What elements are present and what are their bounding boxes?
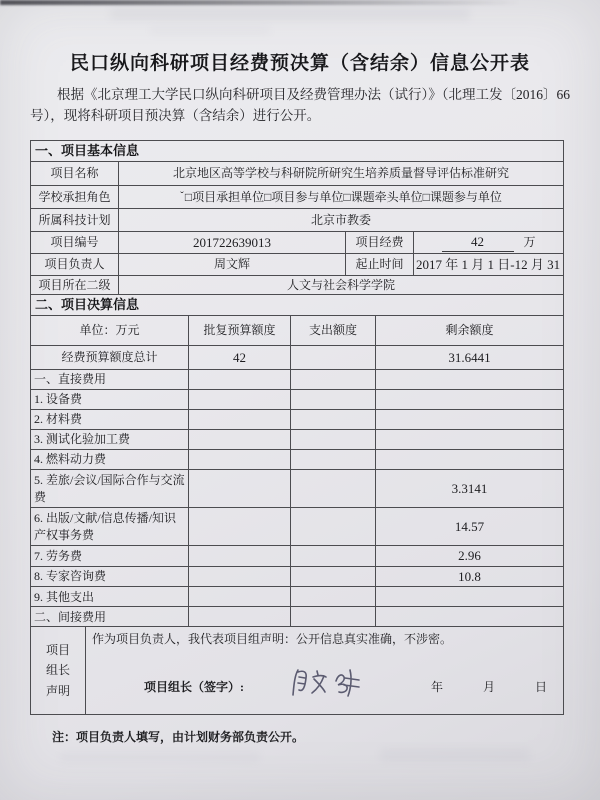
- remaining-value: 3.3141: [376, 470, 564, 508]
- date-day-label: 日: [534, 680, 547, 695]
- approved-value: [189, 566, 291, 587]
- section2-header: 二、项目决算信息: [31, 295, 564, 316]
- table-row: [31, 508, 564, 546]
- table-row: [31, 430, 564, 450]
- plan-value: 北京市教委: [119, 208, 564, 231]
- bleed-through-ghost: [110, 8, 470, 20]
- signature-row: [92, 663, 557, 695]
- approved-value: [189, 430, 291, 450]
- funds-amount: 42: [442, 233, 514, 252]
- section1-header: 一、项目基本信息: [31, 140, 564, 161]
- spent-value: [291, 607, 376, 627]
- approved-value: [189, 587, 291, 607]
- row-label: 二、间接费用: [31, 607, 189, 627]
- spent-value: [291, 370, 376, 390]
- role-options: □项目承担单位□项目参与单位□课题牵头单位□课题参与单位: [184, 189, 502, 204]
- college-label: 项目所在二级: [31, 275, 119, 294]
- remaining-value: 2.96: [376, 546, 564, 567]
- table-row: [31, 370, 564, 390]
- declaration-statement: 作为项目负责人，我代表项目组声明：公开信息真实准确，不涉密。: [92, 632, 453, 647]
- row-label: 2. 材料费: [31, 410, 189, 430]
- table-row: [31, 587, 564, 607]
- signature-handwriting: [286, 663, 370, 705]
- approved-value: [189, 410, 291, 430]
- sign-label: 项目组长（签字）:: [144, 680, 244, 695]
- bleed-through-ghost: [60, 752, 260, 762]
- duration-label: 起止时间: [346, 253, 414, 275]
- project-number-label: 项目编号: [31, 231, 119, 253]
- spent-value: [291, 390, 376, 410]
- table-row: [31, 566, 564, 587]
- declaration-label: 项目 组长 声明: [31, 627, 86, 715]
- budget-header-row: [31, 316, 564, 346]
- budget-table: [30, 294, 564, 627]
- funds-label: 项目经费: [346, 231, 414, 253]
- spent-value: [291, 410, 376, 430]
- leader-value: 周文辉: [119, 253, 346, 275]
- col-header-approved: 批复预算额度: [189, 316, 291, 346]
- approved-value: [189, 607, 291, 627]
- remaining-value: [376, 607, 564, 627]
- role-label: 学校承担角色: [31, 185, 119, 208]
- table-row: [31, 410, 564, 430]
- table-row: [31, 346, 564, 370]
- remaining-value: [376, 370, 564, 390]
- remaining-value: 14.57: [376, 508, 564, 546]
- row-label: 5. 差旅/会议/国际合作与交流费: [31, 470, 189, 508]
- spent-value: [291, 508, 376, 546]
- duration-value: 2017 年 1 月 1 日-12 月 31: [414, 253, 564, 275]
- intro-paragraph: 根据《北京理工大学民口纵向科研项目及经费管理办法（试行）》（北理工发〔2016〕66 号），现将科研项目预决算（含结余）进行公开。: [30, 87, 570, 123]
- spent-value: [291, 346, 376, 370]
- photo-top-edge: [0, 0, 520, 5]
- spent-value: [291, 546, 376, 567]
- row-label: 1. 设备费: [31, 390, 189, 410]
- declaration-content: [86, 627, 564, 715]
- project-number-value: 201722639013: [119, 231, 346, 253]
- approved-value: 42: [189, 346, 291, 370]
- row-label: 3. 测试化验加工费: [31, 430, 189, 450]
- approved-value: [189, 390, 291, 410]
- spent-value: [291, 470, 376, 508]
- col-header-remaining: 剩余额度: [376, 316, 564, 346]
- table-row: [31, 450, 564, 470]
- spent-value: [291, 566, 376, 587]
- funds-unit: 万: [523, 235, 536, 250]
- remaining-value: [376, 430, 564, 450]
- table-row: [31, 546, 564, 567]
- table-row: [31, 607, 564, 627]
- approved-value: [189, 450, 291, 470]
- bleed-through-ghost: [150, 26, 270, 35]
- date-month-label: 月: [482, 680, 495, 695]
- table-row: [31, 390, 564, 410]
- college-value: 人文与社会科学学院: [119, 275, 564, 294]
- bleed-through-ghost: [380, 748, 530, 762]
- approved-value: [189, 508, 291, 546]
- remaining-value: [376, 450, 564, 470]
- row-label: 一、直接费用: [31, 370, 189, 390]
- project-name-label: 项目名称: [31, 161, 119, 185]
- approved-value: [189, 370, 291, 390]
- row-label: 7. 劳务费: [31, 546, 189, 567]
- footnote: 注：项目负责人填写，由计划财务部负责公开。: [52, 730, 305, 745]
- date-fields: [431, 679, 557, 695]
- leader-label: 项目负责人: [31, 253, 119, 275]
- funds-value-cell: [414, 231, 564, 253]
- page-title: 民口纵向科研项目经费预决算（含结余）信息公开表: [69, 53, 530, 74]
- declaration-table: [30, 626, 564, 715]
- row-label: 6. 出版/文献/信息传播/知识产权事务费: [31, 508, 189, 546]
- remaining-value: [376, 587, 564, 607]
- plan-label: 所属科技计划: [31, 208, 119, 231]
- col-header-spent: 支出额度: [291, 316, 376, 346]
- basic-info-table: [30, 140, 564, 295]
- remaining-value: [376, 410, 564, 430]
- row-label: 8. 专家咨询费: [31, 566, 189, 587]
- col-header-unit: 单位：万元: [31, 316, 189, 346]
- spent-value: [291, 430, 376, 450]
- remaining-value: 10.8: [376, 566, 564, 587]
- approved-value: [189, 546, 291, 567]
- role-options-cell: [119, 185, 564, 208]
- date-year-label: 年: [430, 680, 443, 695]
- project-name-value: 北京地区高等学校与科研院所研究生培养质量督导评估标准研究: [119, 161, 564, 185]
- spent-value: [291, 450, 376, 470]
- approved-value: [189, 470, 291, 508]
- check-mark: ˇ: [180, 189, 184, 202]
- row-label: 4. 燃料动力费: [31, 450, 189, 470]
- spent-value: [291, 587, 376, 607]
- row-label: 经费预算额度总计: [31, 346, 189, 370]
- row-label: 9. 其他支出: [31, 587, 189, 607]
- remaining-value: 31.6441: [376, 346, 564, 370]
- table-row: [31, 470, 564, 508]
- remaining-value: [376, 390, 564, 410]
